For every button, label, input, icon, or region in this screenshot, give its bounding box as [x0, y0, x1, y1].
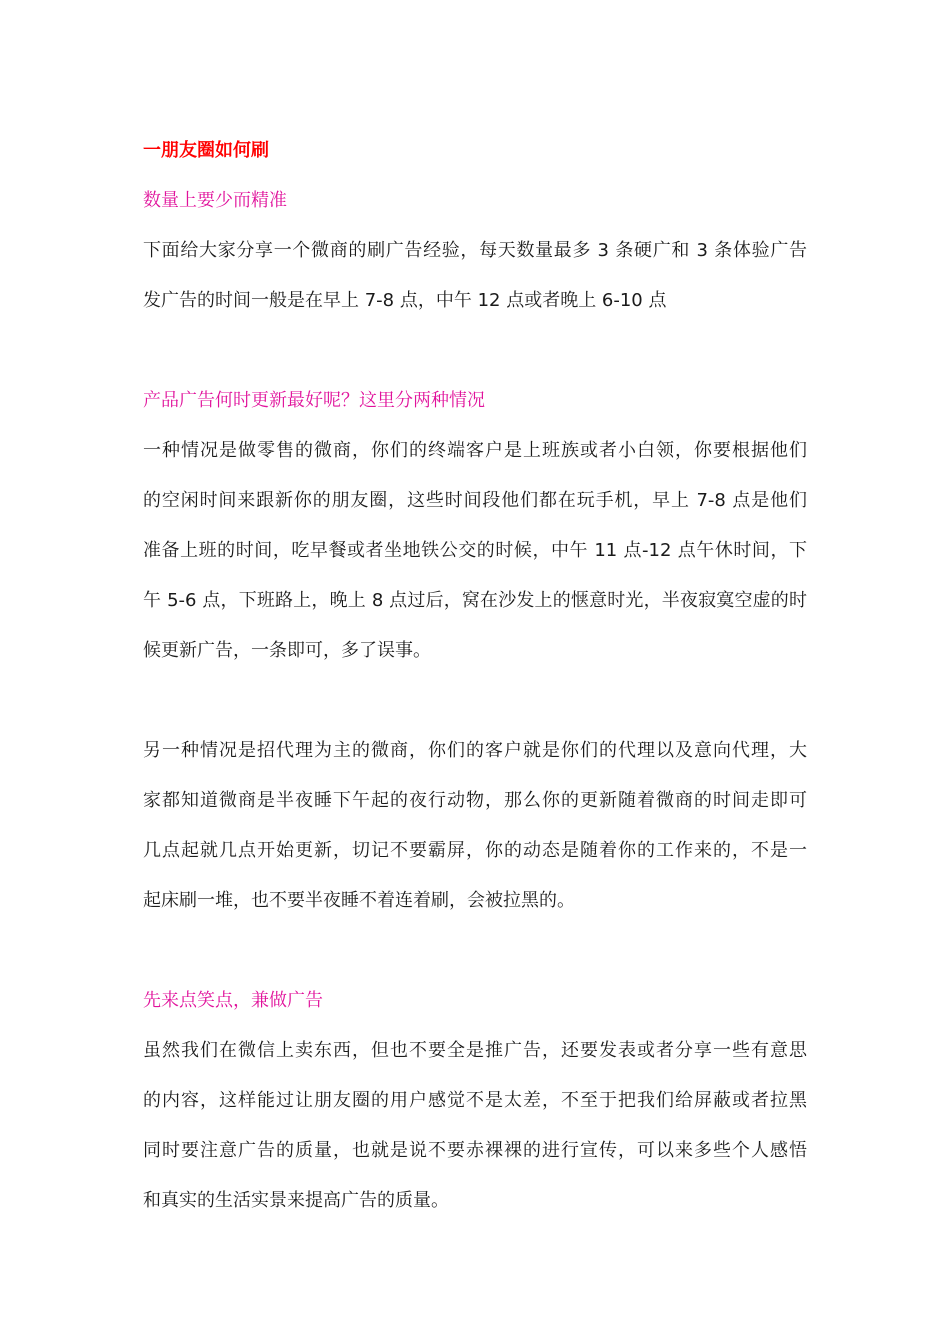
paragraph-line: 起床刷一堆，也不要半夜睡不着连着刷，会被拉黑的。: [143, 890, 575, 911]
paragraph-line: 另一种情况是招代理为主的微商，你们的客户就是你们的代理以及意向代理，大: [143, 740, 807, 761]
paragraph-line: 发广告的时间一般是在早上 7-8 点，中午 12 点或者晚上 6-10 点: [143, 290, 667, 311]
paragraph-line: 的空闲时间来跟新你的朋友圈，这些时间段他们都在玩手机，早上 7-8 点是他们: [143, 490, 807, 511]
spacer: [143, 676, 807, 726]
section-heading-timing: 产品广告何时更新最好呢？这里分两种情况: [143, 390, 485, 411]
document-title: 一朋友圈如何刷: [143, 140, 269, 161]
paragraph-line: 的内容，这样能过让朋友圈的用户感觉不是太差，不至于把我们给屏蔽或者拉黑: [143, 1090, 807, 1111]
paragraph-line: 候更新广告，一条即可，多了误事。: [143, 640, 431, 661]
paragraph-line: 一种情况是做零售的微商，你们的终端客户是上班族或者小白领，你要根据他们: [143, 440, 807, 461]
paragraph-line: 午 5-6 点，下班路上，晚上 8 点过后，窝在沙发上的惬意时光，半夜寂寞空虚的时: [143, 590, 807, 611]
paragraph-line: 家都知道微商是半夜睡下午起的夜行动物，那么你的更新随着微商的时间走即可: [143, 790, 807, 811]
paragraph-line: 下面给大家分享一个微商的刷广告经验，每天数量最多 3 条硬广和 3 条体验广告: [143, 240, 807, 261]
paragraph-line: 准备上班的时间，吃早餐或者坐地铁公交的时候，中午 11 点-12 点午休时间，下: [143, 540, 807, 561]
paragraph-line: 虽然我们在微信上卖东西，但也不要全是推广告，还要发表或者分享一些有意思: [143, 1040, 807, 1061]
paragraph-line: 和真实的生活实景来提高广告的质量。: [143, 1190, 449, 1211]
document-page: [143, 126, 807, 1226]
spacer: [143, 326, 807, 376]
paragraph-line: 几点起就几点开始更新，切记不要霸屏，你的动态是随着你的工作来的，不是一: [143, 840, 807, 861]
spacer: [143, 926, 807, 976]
paragraph-line: 同时要注意广告的质量，也就是说不要赤裸裸的进行宣传，可以来多些个人感悟: [143, 1140, 807, 1161]
section-heading-humor: 先来点笑点，兼做广告: [143, 990, 323, 1011]
section-heading-quantity: 数量上要少而精准: [143, 190, 287, 211]
